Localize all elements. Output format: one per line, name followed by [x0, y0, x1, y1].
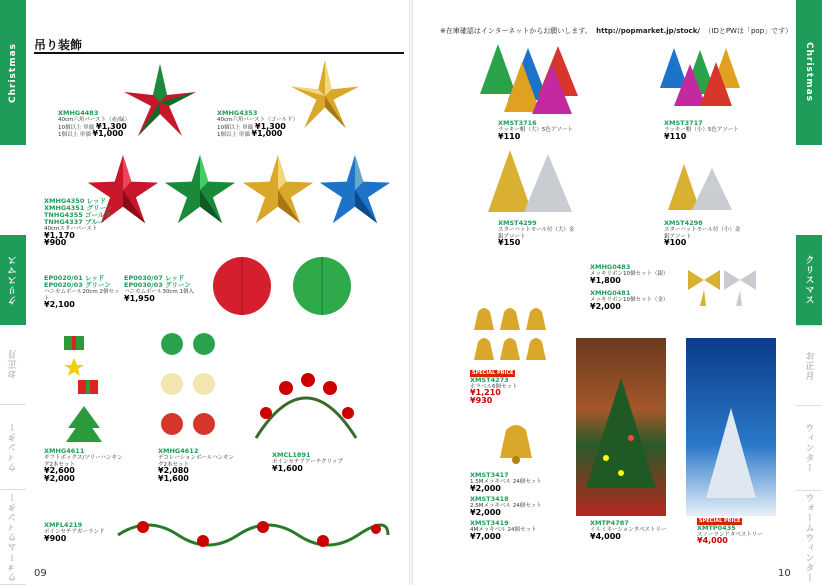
product-price: ¥2,100: [44, 300, 75, 309]
product-code: XMHG0483: [590, 263, 631, 271]
tab-christmas-en[interactable]: [796, 0, 822, 145]
product-code: XMST3419: [470, 519, 509, 527]
special-price-badge: SPECIAL PRICE: [699, 518, 741, 524]
product-code: XMST4298: [664, 219, 703, 227]
page-number-right: 10: [778, 568, 791, 579]
product-name: ラッキー帽（小）5色アソート: [664, 127, 739, 133]
product-p19: [470, 520, 560, 541]
product-code: XMTP0435: [697, 523, 736, 532]
page-title: 吊り装飾: [34, 38, 83, 52]
lucky-hat-large-icon: [478, 44, 588, 114]
star-hat-small-icon: [666, 164, 736, 214]
product-code: XMST4299: [498, 219, 537, 227]
product-p13: [664, 220, 744, 248]
gold-star-icon: [241, 153, 315, 227]
stock-note-pw: （IDとPWは「pop」です）: [704, 27, 793, 35]
tab-label: クリスマス: [8, 255, 19, 305]
product-code: XMHG4612: [158, 447, 199, 455]
product-p5: [124, 275, 204, 303]
bells-icon: [470, 304, 550, 366]
title-rule: [34, 52, 404, 54]
product-price: ¥110: [664, 131, 687, 141]
tab-christmas-jp[interactable]: [796, 235, 822, 325]
product-name: ギフトボックス/ツリーハンギング2本セット: [44, 455, 123, 468]
page-gutter: [409, 0, 413, 585]
product-price: ¥1,000: [92, 129, 124, 138]
tab-winter[interactable]: [796, 405, 822, 490]
product-price: ¥2,000: [470, 483, 501, 493]
tab-christmas-en[interactable]: [0, 0, 26, 145]
stock-note-text: ※在庫確認はインターネットからお願いします。: [440, 27, 592, 35]
product-name: ハニカムボール20cm 2個セット: [44, 289, 120, 302]
product-p21: [697, 518, 777, 546]
right-side-tabs: [796, 0, 822, 585]
product-p16: [470, 370, 560, 405]
product-p3: [44, 198, 114, 248]
product-name: ホラベル6個セット: [470, 383, 518, 390]
snow-tree-icon: [706, 408, 756, 508]
tab-label: お正月: [803, 350, 814, 381]
product-price: ¥1,000: [251, 129, 283, 138]
product-name: デコレーションボールハンギング2本セット: [158, 455, 235, 468]
product-code: XMHG4611: [44, 447, 85, 455]
snowland-tapestry-image: [686, 338, 776, 516]
product-qty: 10個以上 単価: [58, 124, 95, 131]
product-price: ¥2,000: [590, 301, 621, 311]
tab-label: Christmas: [8, 42, 18, 103]
product-price: ¥1,300: [96, 121, 127, 131]
left-side-tabs: [0, 0, 26, 585]
product-price: ¥150: [498, 238, 521, 247]
product-name: メッキリボン10個セット（金）: [590, 297, 669, 303]
product-p10: [498, 120, 578, 141]
product-code: XMST3418: [470, 495, 509, 503]
product-p6: [44, 448, 124, 483]
product-code: XMFL4219: [44, 521, 83, 529]
product-code: XMST3417: [470, 471, 509, 479]
product-name: ポインセチアガーランド: [44, 529, 105, 535]
bell-icon: [494, 420, 538, 464]
product-name: 2.5Mメッキベル 24個セット: [470, 503, 542, 509]
tab-label: ウォームウィンター: [8, 492, 19, 582]
page-number-left: 09: [34, 568, 47, 579]
product-price: ¥900: [44, 533, 67, 543]
product-name: 40cm六角バースト（赤/緑）: [58, 117, 130, 123]
product-name: スターハットモール付（小）金銀アソート: [664, 227, 741, 240]
product-price: ¥110: [498, 131, 521, 141]
product-price: ¥900: [44, 238, 67, 247]
product-price: ¥4,000: [697, 536, 728, 545]
product-code: XMHG4350 レッド XMHG4351 グリーン TNHG4355 ゴールド TNHG4337 ブルー: [44, 197, 113, 226]
tab-label: Christmas: [804, 42, 814, 103]
product-name: イルミネーションタペストリー: [590, 527, 667, 533]
product-name: 4Mメッキベル 24個セット: [470, 527, 537, 533]
tab-winter[interactable]: [0, 405, 26, 490]
product-p18: [470, 496, 560, 517]
poinsettia-arch-icon: [246, 368, 366, 448]
product-price: ¥1,170: [44, 230, 75, 240]
green-honeycomb-ball-icon: [292, 256, 352, 316]
product-code: XMHG4483: [58, 109, 99, 117]
illumination-tapestry-image: [576, 338, 666, 516]
star-hat-large-icon: [486, 150, 576, 215]
gift-tree-hanging-icon: [56, 332, 106, 452]
product-price: ¥1,800: [590, 275, 621, 285]
product-price: ¥2,600: [44, 466, 75, 475]
product-p12: [498, 220, 578, 248]
product-name: 40cmスターバースト: [44, 226, 98, 232]
tab-label: ウォームウィンター: [803, 493, 814, 583]
product-p11: [664, 120, 744, 141]
product-price: ¥2,000: [44, 473, 75, 483]
tab-christmas-jp[interactable]: [0, 235, 26, 325]
product-price: ¥2,000: [470, 507, 501, 517]
tab-label: ウィンター: [803, 423, 814, 473]
product-p17: [470, 472, 560, 493]
product-p8: [272, 452, 352, 473]
product-price: ¥1,950: [124, 293, 155, 303]
ribbon-icon: [684, 266, 764, 314]
product-price: ¥100: [664, 238, 687, 247]
poinsettia-garland-icon: [118, 515, 388, 555]
product-code: XMCL1891: [272, 451, 311, 459]
stock-note: [440, 26, 792, 36]
blue-star-icon: [318, 153, 392, 227]
decoration-ball-hanging-icon: [158, 330, 218, 450]
product-qty: 1個以上 単価: [217, 132, 250, 138]
product-code: XMST4273: [470, 375, 509, 384]
product-price: ¥930: [470, 395, 493, 405]
product-p1: [58, 110, 136, 139]
product-name: メッキリボン10個セット（銀）: [590, 271, 669, 277]
product-price: ¥1,600: [158, 473, 189, 483]
product-name: ハニカムボール30cm 1個入: [124, 289, 195, 295]
product-price: ¥1,600: [272, 463, 303, 473]
tab-oshogatsu[interactable]: [796, 325, 822, 405]
product-p14: [590, 264, 680, 285]
product-code: XMHG4353: [217, 109, 258, 117]
tab-label: クリスマス: [803, 255, 814, 305]
product-price: ¥7,000: [470, 531, 501, 541]
product-price: ¥1,300: [255, 121, 286, 131]
product-code: XMST3716: [498, 119, 537, 127]
lucky-hat-small-icon: [660, 48, 750, 108]
tab-label: ウィンター: [8, 422, 19, 472]
product-p15: [590, 290, 680, 311]
tab-label: お正月: [8, 349, 19, 380]
product-name: 1.5Mメッキベル 24個セット: [470, 479, 542, 485]
tab-oshogatsu[interactable]: [0, 325, 26, 405]
product-qty: 10個以上 単価: [217, 124, 254, 131]
product-code: EP0030/07 レッド EP0030/03 グリーン: [124, 274, 191, 289]
product-code: EP0020/01 レッド EP0020/03 グリーン: [44, 274, 111, 289]
product-code: XMTP4787: [590, 519, 629, 527]
product-p9: [44, 522, 116, 543]
product-name: 40cm六角バースト（ゴールド）: [217, 117, 298, 123]
product-name: スノーランドタペストリー: [697, 531, 763, 538]
product-p2: [217, 110, 302, 139]
special-price-badge: SPECIAL PRICE: [472, 370, 514, 376]
tab-warm-winter[interactable]: [796, 490, 822, 585]
product-code: XMHG0481: [590, 289, 631, 297]
product-price: ¥4,000: [590, 531, 621, 541]
product-price: ¥2,080: [158, 466, 189, 475]
stock-url-link[interactable]: http://popmarket.jp/stock/: [596, 27, 700, 35]
product-code: XMST3717: [664, 119, 703, 127]
green-star-icon: [163, 153, 237, 227]
product-name: ラッキー帽（大）5色アソート: [498, 127, 573, 133]
product-price: ¥1,210: [470, 388, 501, 397]
product-p20: [590, 520, 670, 541]
red-honeycomb-ball-icon: [212, 256, 272, 316]
product-p4: [44, 275, 124, 310]
christmas-tree-icon: [586, 378, 656, 488]
product-qty: 1個以上 単価: [58, 132, 91, 138]
tab-warm-winter[interactable]: [0, 490, 26, 585]
product-name: スターハットモール付（大）金銀アソート: [498, 227, 575, 240]
product-p7: [158, 448, 238, 483]
product-name: ポインセチアアーチクリップ: [272, 459, 343, 465]
